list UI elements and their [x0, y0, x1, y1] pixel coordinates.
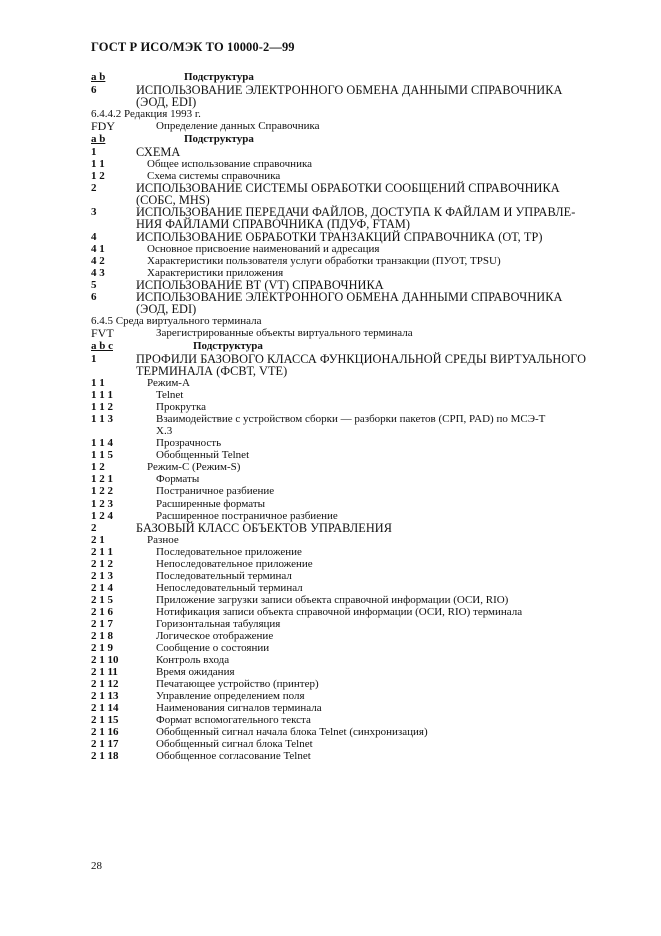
definition-row [91, 327, 601, 339]
item-text: Последовательный терминал [156, 569, 292, 582]
item-text: Режим-А [147, 377, 190, 390]
item-code: 2 1 18 [91, 750, 119, 763]
heading-key: a b [91, 133, 106, 146]
definition-row [91, 120, 601, 132]
item-code: 4 2 [91, 254, 105, 267]
item-code: 5 [91, 278, 97, 291]
list-item [91, 642, 601, 654]
list-item [91, 738, 601, 750]
item-code: 2 1 [91, 533, 105, 546]
item-text: БАЗОВЫЙ КЛАСС ОБЪЕКТОВ УПРАВЛЕНИЯ [136, 520, 392, 535]
item-text: Сообщение о состоянии [156, 642, 270, 655]
substructure-heading [91, 132, 601, 146]
item-code: 1 1 1 [91, 389, 113, 402]
definition-text: Определение данных Справочника [156, 120, 320, 133]
item-text: Взаимодействие с устройством сборки — разборки пакетов (СРП, PAD) по МСЭ-Т [156, 413, 546, 426]
list-item [91, 666, 601, 678]
heading-label: Подструктура [184, 133, 254, 146]
list-item [91, 255, 601, 267]
item-text: Управление определением поля [156, 690, 305, 703]
list-item [91, 485, 601, 497]
list-item [91, 146, 601, 158]
item-text: ИСПОЛЬЗОВАНИЕ ОБРАБОТКИ ТРАНЗАКЦИЙ СПРАВОЧНИКА (ОТ, TP) [136, 229, 543, 244]
substructure-list [91, 353, 601, 763]
list-item [91, 449, 601, 461]
item-code: 2 1 7 [91, 617, 113, 630]
item-text: Общее использование справочника [147, 158, 313, 171]
item-text: Обобщенный сигнал блока Telnet [156, 738, 313, 751]
item-text: Расширенные форматы [156, 497, 266, 510]
item-code: 2 [91, 521, 97, 534]
list-item [91, 473, 601, 485]
list-item [91, 546, 601, 558]
item-code: 1 [91, 146, 97, 159]
item-code: 1 2 4 [91, 509, 113, 522]
substructure-heading [91, 339, 601, 353]
item-code: 1 [91, 352, 97, 365]
item-code: 2 1 11 [91, 666, 118, 679]
item-code: 4 3 [91, 266, 105, 279]
list-item [91, 365, 601, 377]
item-text: Наименования сигналов терминала [156, 702, 322, 715]
definition-code: FDY [91, 119, 116, 134]
list-item [91, 618, 601, 630]
item-code: 1 2 [91, 170, 105, 183]
list-item [91, 243, 601, 255]
item-text: ИСПОЛЬЗОВАНИЕ ВТ (VT) СПРАВОЧНИКА [136, 277, 384, 292]
list-item [91, 218, 601, 230]
item-text: Прозрачность [156, 437, 222, 450]
list-item [91, 279, 601, 291]
item-text: Непоследовательное приложение [156, 557, 313, 570]
list-item [91, 425, 601, 437]
list-item [91, 389, 601, 401]
item-code: 1 1 2 [91, 401, 113, 414]
item-code: 2 1 8 [91, 630, 113, 643]
item-text: Контроль входа [156, 654, 230, 667]
item-text: (ЭОД, EDI) [136, 95, 197, 110]
item-text: Х.3 [156, 425, 173, 438]
list-item [91, 630, 601, 642]
item-code: 4 1 [91, 242, 105, 255]
item-text: ТЕРМИНАЛА (ФСВТ, VTE) [136, 363, 288, 378]
item-code: 1 1 3 [91, 413, 113, 426]
substructure-heading [91, 70, 601, 84]
substructure-list [91, 84, 601, 108]
item-text: Характеристики пользователя услуги обработки транзакции (ПУОТ, TPSU) [147, 254, 501, 267]
item-text: Форматы [156, 473, 200, 486]
heading-key: a b [91, 71, 106, 83]
item-text: Печатающее устройство (принтер) [156, 678, 319, 691]
item-text: Приложение загрузки записи объекта справочной информации (ОСИ, RIO) [156, 593, 509, 606]
item-text: Непоследовательный терминал [156, 581, 303, 594]
item-code: 2 1 10 [91, 654, 119, 667]
list-item [91, 678, 601, 690]
list-item [91, 606, 601, 618]
item-code: 6 [91, 84, 97, 96]
item-text: ИСПОЛЬЗОВАНИЕ ПЕРЕДАЧИ ФАЙЛОВ, ДОСТУПА К ФАЙЛАМ И УПРАВЛЕ- [136, 205, 576, 220]
item-code: 1 2 3 [91, 497, 113, 510]
item-text: Горизонтальная табуляция [156, 617, 281, 630]
heading-key: a b c [91, 339, 113, 352]
item-code: 2 1 6 [91, 605, 113, 618]
item-code: 2 1 14 [91, 702, 119, 715]
item-text: Формат вспомогательного текста [156, 714, 311, 727]
list-item [91, 558, 601, 570]
substructure-list [91, 146, 601, 315]
item-code: 1 1 [91, 377, 105, 390]
list-item [91, 291, 601, 303]
list-item [91, 522, 601, 534]
document-body [91, 70, 601, 763]
list-item [91, 267, 601, 279]
item-text: Схема системы справочника [147, 170, 281, 183]
item-text: ИСПОЛЬЗОВАНИЕ СИСТЕМЫ ОБРАБОТКИ СООБЩЕНИЙ СПРАВОЧНИКА [136, 181, 560, 196]
list-item [91, 231, 601, 243]
list-item [91, 714, 601, 726]
item-text: ПРОФИЛИ БАЗОВОГО КЛАССА ФУНКЦИОНАЛЬНОЙ СРЕДЫ ВИРТУАЛЬНОГО [136, 351, 587, 366]
list-item [91, 461, 601, 473]
page-number: 28 [91, 860, 102, 872]
list-item [91, 510, 601, 522]
item-text: Логическое отображение [156, 630, 274, 643]
list-item [91, 401, 601, 413]
list-item [91, 158, 601, 170]
item-text: СХЕМА [136, 145, 181, 160]
item-text: Нотификация записи объекта справочной информации (ОСИ, RIO) терминала [156, 605, 523, 618]
item-code: 2 [91, 182, 97, 195]
definition-code: FVT [91, 325, 114, 340]
section-number: 6.4.5 Среда виртуального терминала [91, 314, 262, 327]
item-code: 2 1 2 [91, 557, 113, 570]
item-text: Расширенное постраничное разбиение [156, 509, 338, 522]
item-code: 6 [91, 290, 97, 303]
item-text: НИЯ ФАЙЛАМИ СПРАВОЧНИКА (ПДУФ, FTAM) [136, 217, 411, 232]
list-item [91, 498, 601, 510]
item-text: Обобщенный Telnet [156, 449, 250, 462]
item-text: Режим-С (Режим-S) [147, 461, 241, 474]
item-code: 1 2 1 [91, 473, 113, 486]
item-text: ИСПОЛЬЗОВАНИЕ ЭЛЕКТРОННОГО ОБМЕНА ДАННЫМИ СПРАВОЧНИКА [136, 83, 563, 97]
item-code: 1 1 5 [91, 449, 113, 462]
list-item [91, 582, 601, 594]
item-code: 1 1 [91, 158, 105, 171]
heading-label: Подструктура [193, 339, 263, 352]
item-text: Обобщенный сигнал начала блока Telnet (синхронизация) [156, 726, 428, 739]
list-item [91, 303, 601, 315]
item-text: Прокрутка [156, 401, 207, 414]
list-item [91, 96, 601, 108]
definition-text: Зарегистрированные объекты виртуального терминала [156, 326, 413, 339]
list-item [91, 594, 601, 606]
item-text: Постраничное разбиение [156, 485, 275, 498]
item-text: Обобщенное согласование Telnet [156, 750, 311, 763]
heading-label: Подструктура [184, 71, 254, 83]
item-code: 2 1 13 [91, 690, 119, 703]
item-text: Разное [147, 533, 179, 546]
list-item [91, 750, 601, 762]
item-code: 3 [91, 206, 97, 219]
item-text: Основное присвоение наименований и адресация [147, 242, 380, 255]
document-header: ГОСТ Р ИСО/МЭК ТО 10000-2—99 [91, 40, 295, 54]
list-item [91, 702, 601, 714]
item-code: 2 1 16 [91, 726, 119, 739]
item-text: ИСПОЛЬЗОВАНИЕ ЭЛЕКТРОННОГО ОБМЕНА ДАННЫМИ СПРАВОЧНИКА [136, 289, 563, 304]
item-code: 2 1 1 [91, 545, 113, 558]
item-text: (ЭОД, EDI) [136, 301, 197, 316]
item-code: 2 1 3 [91, 569, 113, 582]
item-code: 1 2 [91, 461, 105, 474]
item-code: 1 2 2 [91, 485, 113, 498]
list-item [91, 570, 601, 582]
item-code: 2 1 17 [91, 738, 119, 751]
item-code: 2 1 15 [91, 714, 119, 727]
list-item [91, 377, 601, 389]
list-item [91, 726, 601, 738]
item-text: Последовательное приложение [156, 545, 302, 558]
list-item [91, 690, 601, 702]
item-text: Характеристики приложения [147, 266, 284, 279]
list-item [91, 413, 601, 425]
item-code: 1 1 4 [91, 437, 113, 450]
item-code: 2 1 4 [91, 581, 113, 594]
item-code: 2 1 12 [91, 678, 119, 691]
section-number: 6.4.4.2 Редакция 1993 г. [91, 108, 201, 121]
item-text: (СОБС, MHS) [136, 193, 210, 208]
item-text: Telnet [156, 389, 184, 402]
item-text: Время ожидания [156, 666, 235, 679]
item-code: 2 1 9 [91, 642, 113, 655]
item-code: 4 [91, 230, 97, 243]
section-title [91, 315, 601, 327]
list-item [91, 654, 601, 666]
item-code: 2 1 5 [91, 593, 113, 606]
list-item [91, 534, 601, 546]
section-title [91, 108, 601, 120]
list-item [91, 437, 601, 449]
